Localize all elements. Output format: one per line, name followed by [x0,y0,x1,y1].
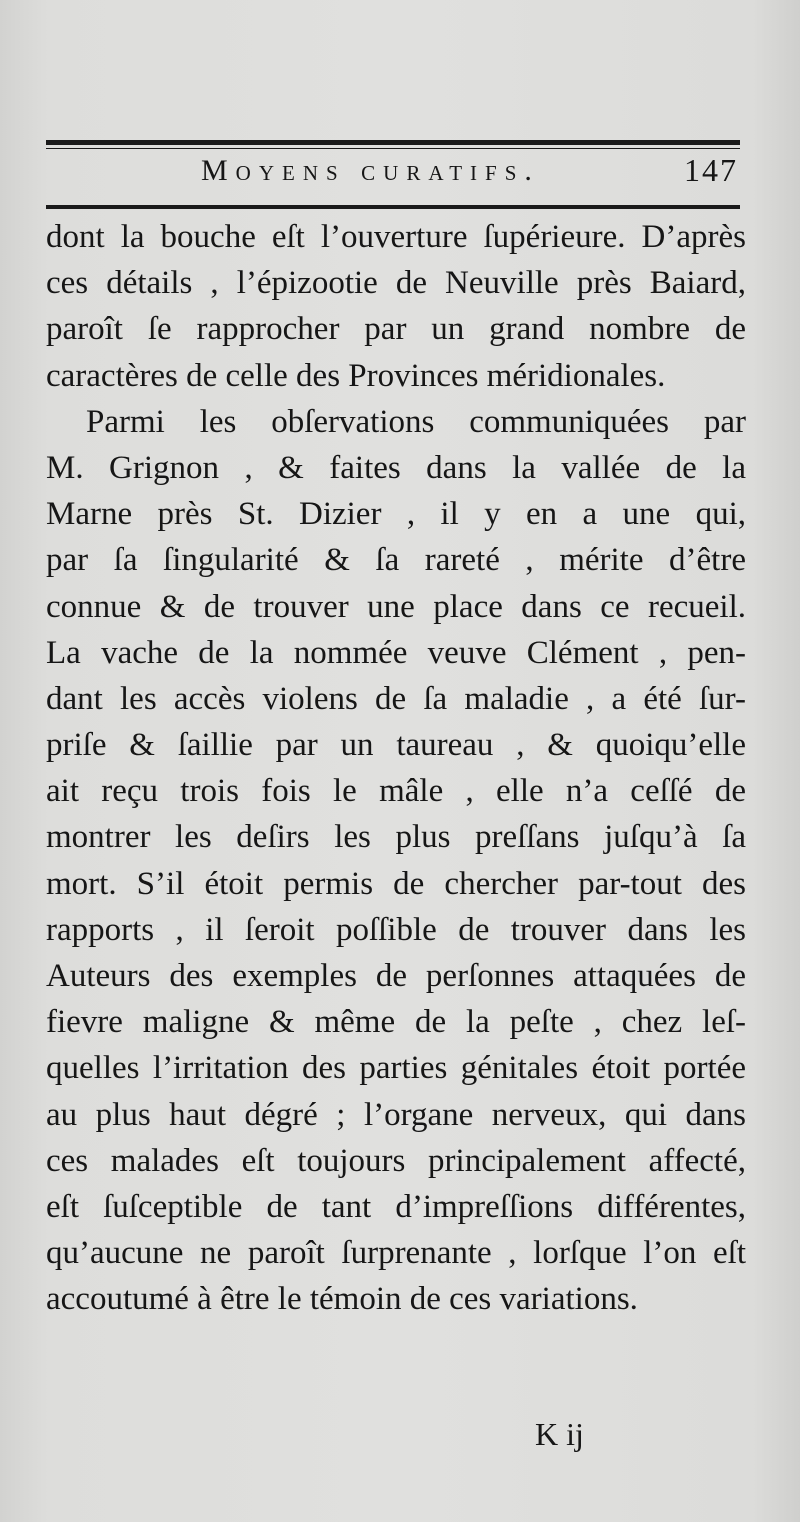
text-line: Auteurs des exemples de perſonnes attaquées de [46,958,746,994]
text-line: qu’aucune ne paroît ſurprenante , lorſque l’on eſt [46,1235,746,1272]
text-line: mort. S’il étoit permis de chercher par-tout des [46,865,746,902]
header-rule-top [46,140,740,145]
text-line: priſe & ſaillie par un taureau , & quoiqu’elle [46,727,746,764]
text-line: caractères de celle des Provinces méridionales. [46,357,666,394]
text-line: quelles l’irritation des parties génitales étoit portée [46,1050,746,1087]
signature-mark: K ij [535,1416,584,1452]
text-line: paroît ſe rapprocher par un grand nombre de [46,311,746,348]
text-line: connue & de trouver une place dans ce recueil. [46,588,746,625]
text-line: M. Grignon , & faites dans la vallée de la [46,449,746,486]
text-line: par ſa ſingularité & ſa rareté , mérite d’être [46,542,746,579]
text-line: fievre maligne & même de la peſte , chez leſ- [46,1004,746,1041]
text-line: eſt ſuſceptible de tant d’impreſſions différentes, [46,1188,746,1225]
text-line: rapports , il ſeroit poſſible de trouver dans les [46,911,746,948]
text-line: ait reçu trois fois le mâle , elle n’a ceſſé de [46,773,746,810]
text-line: ces malades eſt toujours principalement affecté, [46,1142,746,1179]
text-line: Marne près St. Dizier , il y en a une qui, [46,496,746,533]
text-line: accoutumé à être le témoin de ces variations. [46,1281,638,1318]
header-rule-top-thin [46,148,740,149]
text-line: Parmi les obſervations communiquées par [86,403,746,440]
text-line: dont la bouche eſt l’ouverture ſupérieure. D’après [46,219,746,255]
body-text [46,214,746,1323]
header-rule-bottom [46,205,740,209]
text-line: dant les accès violens de ſa maladie , a été ſur- [46,680,746,717]
text-line: au plus haut dégré ; l’organe nerveux, qui dans [46,1096,746,1133]
text-line: La vache de la nommée veuve Clément , pen- [46,634,746,671]
text-line: montrer les deſirs les plus preſſans juſqu’à ſa [46,819,746,856]
text-line: ces détails , l’épizootie de Neuville près Baiard, [46,265,746,302]
running-head [46,150,740,202]
page-number: 147 [684,152,738,188]
running-title: Moyens curatifs. [201,154,540,187]
